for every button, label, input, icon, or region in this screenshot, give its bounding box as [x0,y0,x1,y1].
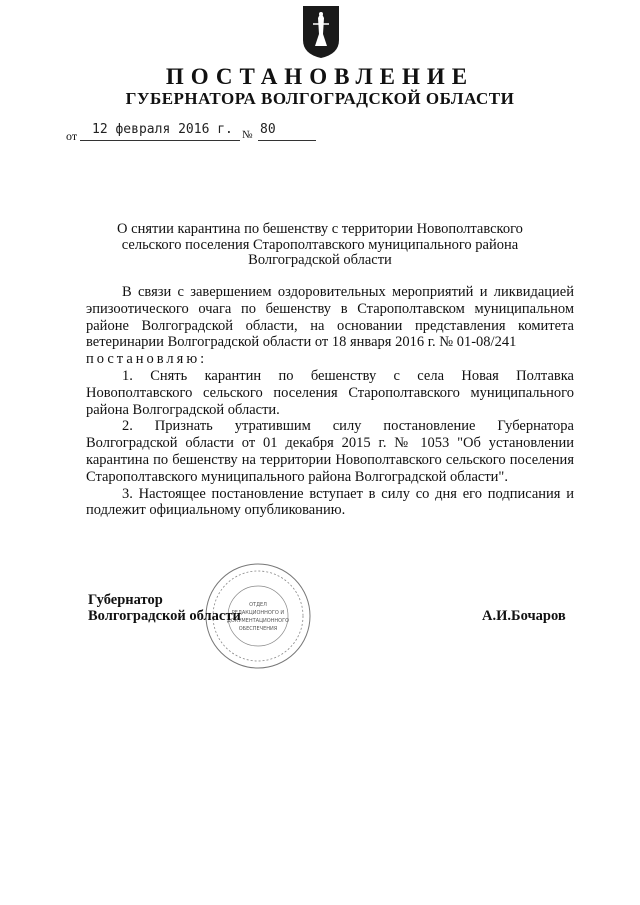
position-line-2: Волгоградской области [88,608,241,624]
svg-text:ДОКУМЕНТАЦИОННОГО: ДОКУМЕНТАЦИОННОГО [226,618,290,624]
preamble-paragraph: В связи с завершением оздоровительных мероприятий и ликвидацией эпизоотического очага по бешенству в Старополтавском муниципальном районе Волгоградской области, на основании представления комитета ветеринарии Волгоградской области от 18 января 2016 г. № 01-08/241 [86,284,574,351]
item-1: 1. Снять карантин по бешенству с села Новая Полтавка Новополтавского сельского поселения Старополтавского муниципального района Волгоградской области. [86,367,574,418]
signatory-position [88,592,241,624]
document-body [86,284,574,519]
date-underline [80,140,240,141]
svg-text:ОТДЕЛ: ОТДЕЛ [249,602,267,608]
signatory-name: А.И.Бочаров [482,608,566,624]
svg-text:ОБЕСПЕЧЕНИЯ: ОБЕСПЕЧЕНИЯ [238,626,278,632]
document-type-heading: ПОСТАНОВЛЕНИЕ [165,64,475,89]
item-2: 2. Признать утратившим силу постановление Губернатора Волгоградской области от 01 декабря 2015 г. № 1053 "Об установлении карантина по бешенству на территории Новополтавского сельского поселения Старополтавского муниципального района Волгоградской области". [86,418,574,485]
document-title: О снятии карантина по бешенству с территории Новополтавского сельского поселения Старополтавского муниципального района Волгоградской области [117,221,523,268]
document-number: 80 [260,122,276,137]
issuing-authority: ГУБЕРНАТОРА ВОЛГОГРАДСКОЙ ОБЛАСТИ [125,89,515,108]
date-number-line [66,122,366,146]
coat-of-arms-icon [301,4,341,60]
from-label: от [66,129,78,143]
decree-word: постановляю: [86,351,208,368]
document-date: 12 февраля 2016 г. [92,122,233,137]
number-underline [258,140,316,141]
number-label: № [242,129,253,141]
item-3: 3. Настоящее постановление вступает в силу со дня его подписания и подлежит официальному опубликованию. [86,485,574,519]
svg-text:РЕДАКЦИОННОГО И: РЕДАКЦИОННОГО И [231,610,285,616]
position-line-1: Губернатор [88,592,163,608]
